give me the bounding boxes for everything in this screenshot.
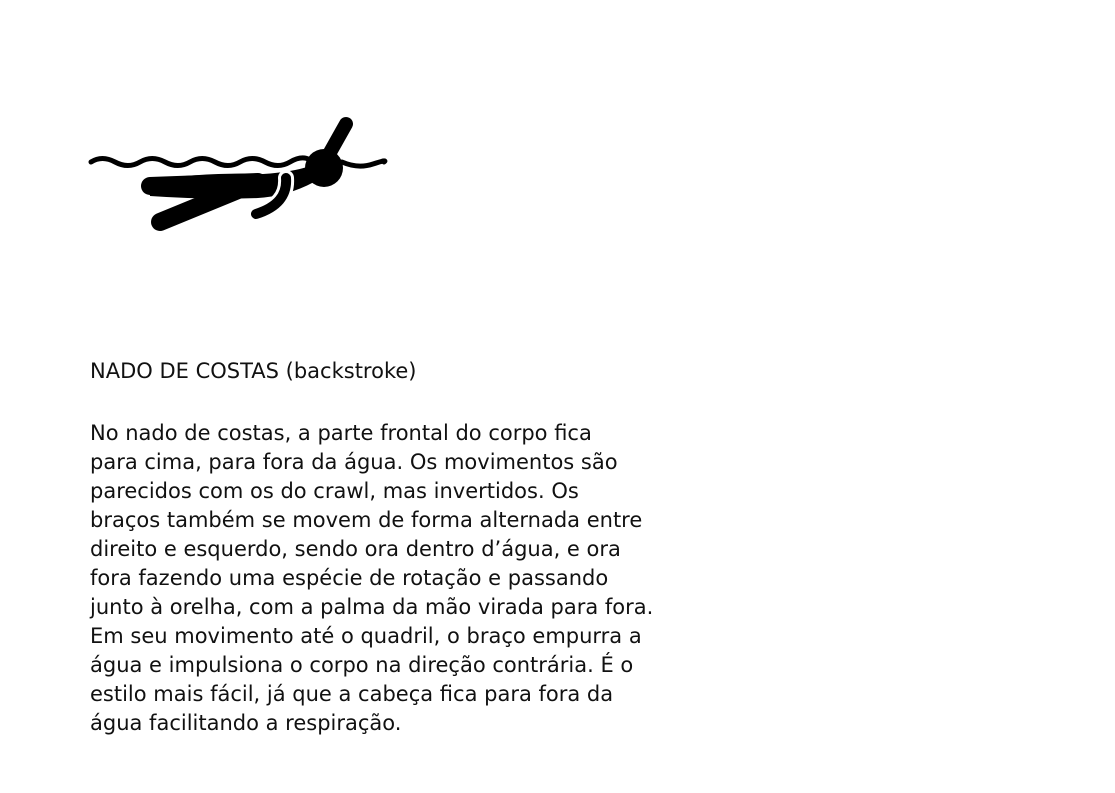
paragraph-line: parecidos com os do crawl, mas invertidos. Os: [90, 479, 579, 503]
paragraph-line: braços também se movem de forma alternada entre: [90, 508, 643, 532]
paragraph-line: fora fazendo uma espécie de rotação e passando: [90, 566, 609, 590]
paragraph-line: No nado de costas, a parte frontal do corpo fica: [90, 421, 592, 445]
paragraph-line: Em seu movimento até o quadril, o braço empurra a: [90, 624, 642, 648]
section-title: NADO DE COSTAS (backstroke): [90, 359, 417, 383]
paragraph-line: junto à orelha, com a palma da mão virada para fora.: [90, 595, 654, 619]
water-wave-right: [342, 161, 385, 166]
paragraph-line: estilo mais fácil, já que a cabeça fica para fora da: [90, 682, 614, 706]
paragraph-line: água e impulsiona o corpo na direção contrária. É o: [90, 653, 634, 677]
water-wave: [91, 158, 310, 166]
backstroke-swimmer-icon: [88, 112, 388, 238]
paragraph-line: para cima, para fora da água. Os movimentos são: [90, 450, 618, 474]
paragraph-line: direito e esquerdo, sendo ora dentro d’água, e ora: [90, 537, 621, 561]
description-paragraph: [90, 419, 710, 738]
paragraph-line: água facilitando a respiração.: [90, 711, 402, 735]
